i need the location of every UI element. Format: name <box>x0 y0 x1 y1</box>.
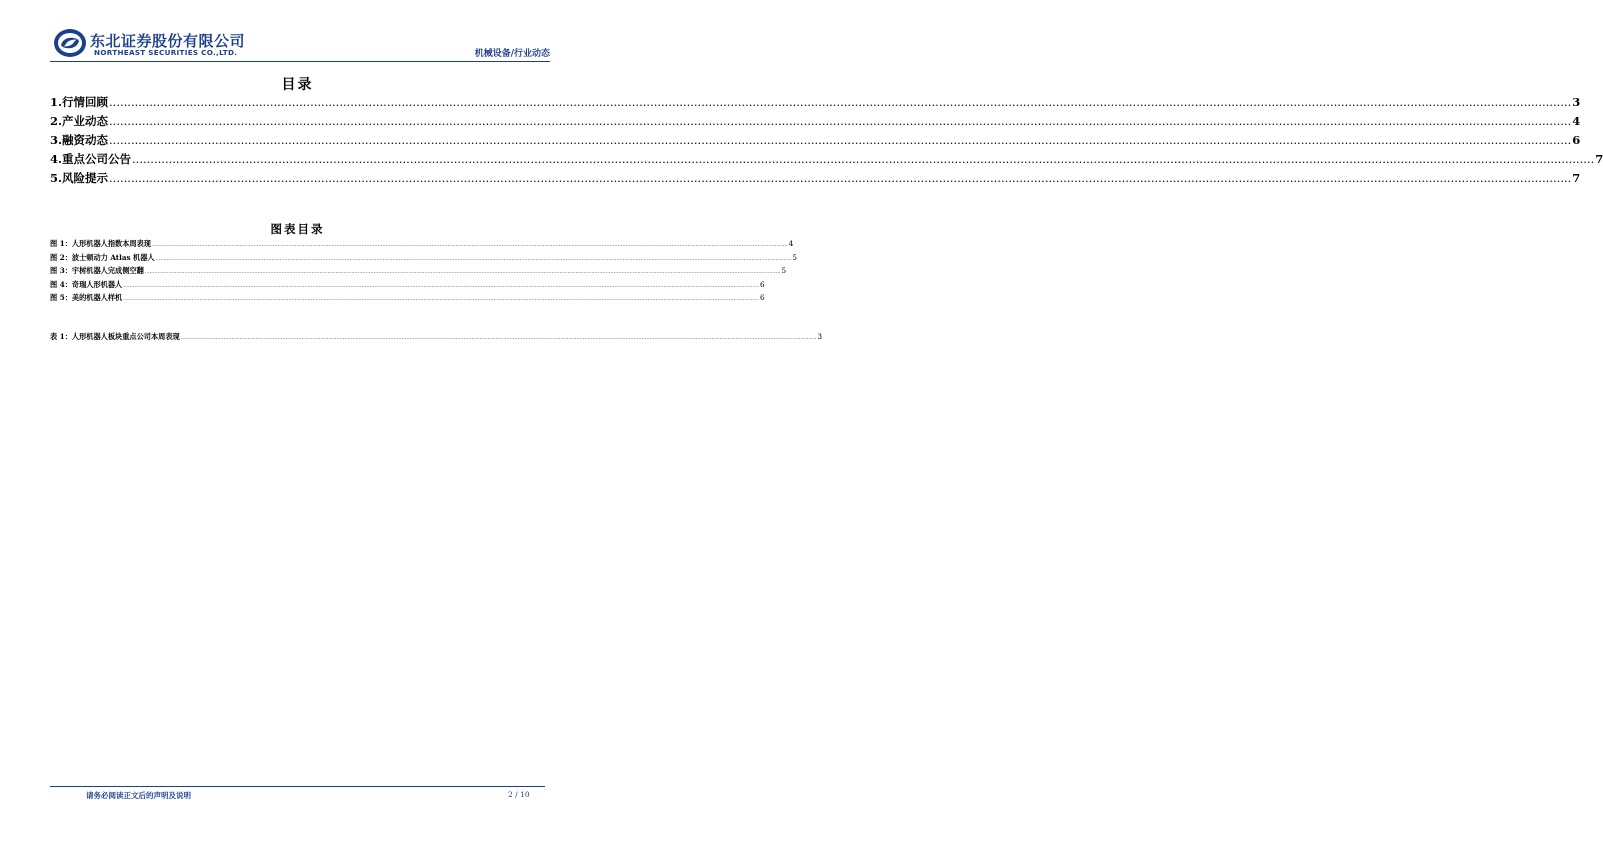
toc-item-page: 7 <box>1572 171 1581 185</box>
figure-item[interactable] <box>50 279 765 294</box>
leader-dots: ................................................................................................................................................................................................................................................................................................................................................................................................................ <box>109 114 1572 128</box>
toc-item-text: 融资动态 <box>62 133 109 147</box>
figure-item[interactable] <box>50 252 797 267</box>
toc-item[interactable] <box>50 170 1581 189</box>
leader-dots: ................................................................................................................................................................................................................................................................................................................................................................................................................ <box>180 335 817 341</box>
figure-item-page: 4 <box>788 239 794 248</box>
toc-item[interactable] <box>50 132 1581 151</box>
figures-list <box>50 239 797 307</box>
table-item[interactable] <box>50 332 823 346</box>
table-item-page: 3 <box>817 332 823 341</box>
leader-dots: ................................................................................................................................................................................................................................................................................................................................................................................................................ <box>109 95 1572 109</box>
leader-dots: ................................................................................................................................................................................................................................................................................................................................................................................................................ <box>109 171 1572 185</box>
toc-item-text: 产业动态 <box>62 114 109 128</box>
toc-list <box>50 94 1603 189</box>
toc-item[interactable] <box>50 94 1581 113</box>
toc-item-number: 4. <box>50 152 63 166</box>
footer-divider <box>50 786 545 787</box>
leader-dots: ................................................................................................................................................................................................................................................................................................................................................................................................................ <box>151 242 788 248</box>
figure-item-page: 5 <box>792 252 797 262</box>
report-type: 机械设备/行业动态 <box>474 49 550 59</box>
toc-item[interactable] <box>50 113 1581 132</box>
figures-title: 图表目录 <box>270 222 325 236</box>
leader-dots: ................................................................................................................................................................................................................................................................................................................................................................................................................ <box>155 255 792 262</box>
toc-item-number: 3. <box>50 133 63 147</box>
figure-item-page: 6 <box>759 293 765 303</box>
toc-item-number: 2. <box>50 114 63 128</box>
toc-item-text: 风险提示 <box>62 171 109 185</box>
toc-item-text: 重点公司公告 <box>62 152 132 166</box>
toc-item-number: 5. <box>50 171 63 185</box>
figure-item-text: 图 1：人形机器人指数本周表现 <box>50 239 151 248</box>
company-name-en: NORTHEAST SECURITIES CO.,LTD. <box>94 48 238 57</box>
leader-dots: ................................................................................................................................................................................................................................................................................................................................................................................................................ <box>144 269 781 276</box>
leader-dots: ................................................................................................................................................................................................................................................................................................................................................................................................................ <box>123 296 759 303</box>
tables-list <box>50 332 823 346</box>
toc-item-number: 1. <box>50 95 63 109</box>
toc-item[interactable] <box>50 151 1603 170</box>
leader-dots: ................................................................................................................................................................................................................................................................................................................................................................................................................ <box>109 133 1572 147</box>
company-logo-icon <box>53 28 87 58</box>
figure-item-text: 图 5：美的机器人样机 <box>50 293 123 303</box>
figure-item[interactable] <box>50 293 765 307</box>
page-header <box>50 24 550 62</box>
figure-item[interactable] <box>50 239 794 253</box>
figure-item-page: 5 <box>781 266 787 276</box>
figure-item-text: 图 2：波士顿动力 Atlas 机器人 <box>50 252 155 262</box>
table-item-text: 表 1：人形机器人板块重点公司本周表现 <box>50 332 180 341</box>
figure-item[interactable] <box>50 266 787 280</box>
company-name-cn: 东北证券股份有限公司 <box>90 32 246 50</box>
footer-disclaimer: 请务必阅读正文后的声明及说明 <box>86 791 191 800</box>
page-indicator: 2 / 10 <box>508 790 530 799</box>
toc-item-page: 4 <box>1572 114 1581 128</box>
toc-item-page: 3 <box>1572 95 1581 109</box>
toc-item-page: 6 <box>1572 133 1581 147</box>
figure-item-text: 图 3：宇树机器人完成侧空翻 <box>50 266 144 276</box>
figure-item-text: 图 4：奇瑞人形机器人 <box>50 279 123 289</box>
toc-title: 目录 <box>281 77 314 93</box>
toc-item-text: 行情回顾 <box>62 95 109 109</box>
leader-dots: ................................................................................................................................................................................................................................................................................................................................................................................................................ <box>123 282 759 289</box>
toc-item-page: 7 <box>1595 152 1603 166</box>
figure-item-page: 6 <box>759 279 765 289</box>
leader-dots: ................................................................................................................................................................................................................................................................................................................................................................................................................ <box>132 152 1595 166</box>
header-divider <box>50 61 550 62</box>
